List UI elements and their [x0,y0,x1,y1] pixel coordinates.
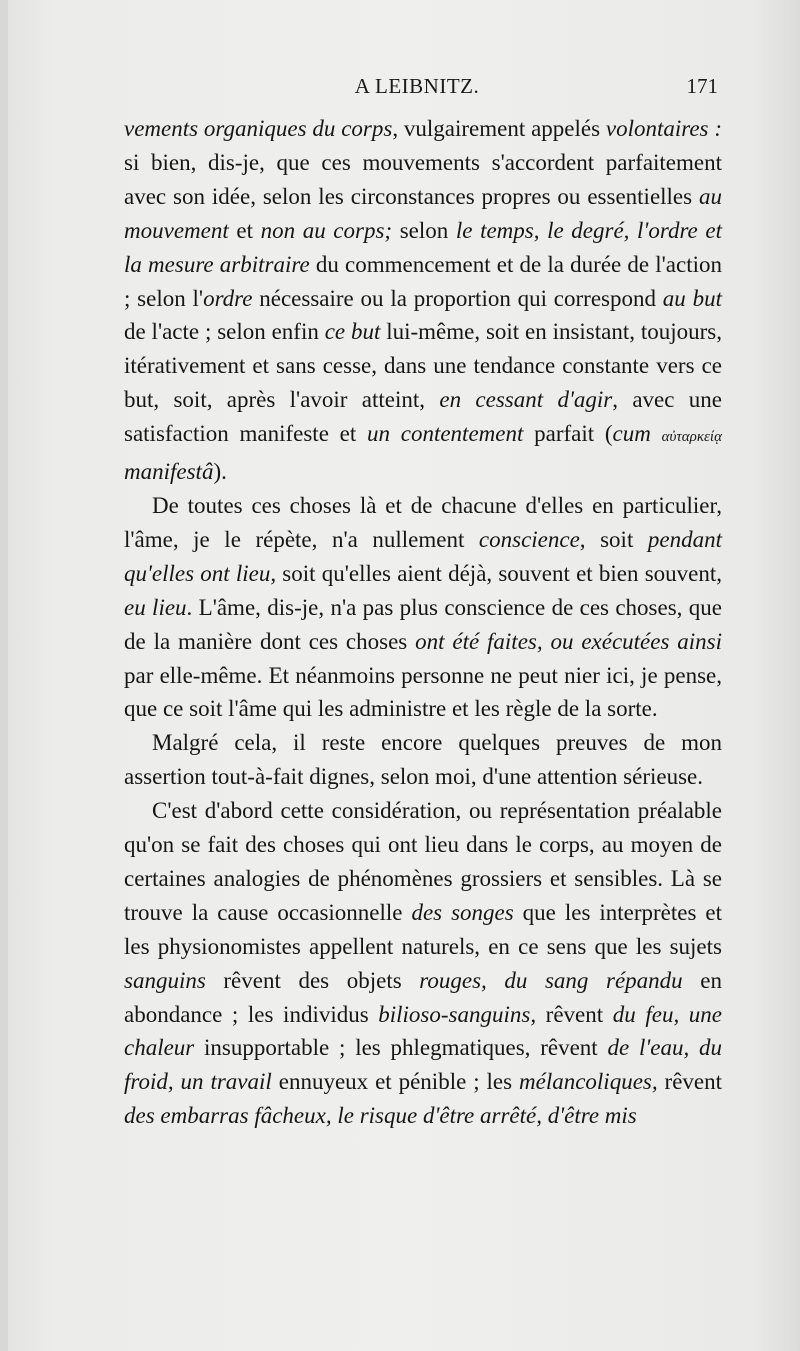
italic-text: bilioso-sanguins, [378,1001,537,1027]
italic-text: du feu, une chaleur [124,1001,722,1061]
italic-text: le temps, le degré, l'ordre et la mesure arbitraire [124,217,722,277]
book-page [8,0,800,1351]
text-run: De toutes ces choses là et de chacune d'elles en particulier, l'âme, je le répète, n'a nullement [124,492,722,552]
italic-text: sanguins [124,967,206,993]
text-run: ennuyeux et pénible ; les [271,1069,519,1095]
text-run: rêvent des objets [205,967,420,993]
italic-text: ce but [324,319,381,345]
italic-text: des embarras fâcheux, le risque d'être arrêté, d'être mis [124,1103,637,1129]
text-run: insupportable ; les phlegmatiques, rêvent [194,1035,608,1061]
italic-text: un contentement [367,421,524,447]
italic-text: des songes [411,899,514,925]
paragraph [124,726,722,794]
page-number: 171 [686,74,718,98]
text-run: C'est d'abord cette considération, ou représentation préalable qu'on se fait des choses qui ont lieu dans le corps, au moyen de certaines analogies de phénomènes grossiers et sensibles. Là se trouve la cause occasionnelle [124,798,722,925]
italic-text: vements organiques du corps [124,116,393,141]
italic-text: manifestâ [124,459,214,485]
greek-word: αὐταρκείᾳ [661,429,722,446]
text-run: et [228,217,261,243]
italic-text: cum [612,421,662,447]
text-run: en abondance ; les individus [124,967,722,1027]
text-run: parfait ( [523,421,613,447]
text-run: , avec une satisfaction manifeste et [124,387,722,447]
text-run: lui-même, soit en insistant, toujours, itérativement et sans cesse, dans une tendance constante vers ce but, soit, après l'avoir atteint, [124,319,722,413]
italic-text: non au corps; [260,217,393,243]
text-run: rêvent [657,1069,722,1095]
paragraph [124,489,722,726]
text-run: . L'âme, dis-je, n'a pas plus conscience de ces choses, que de la manière dont ces choses [124,594,722,654]
italic-text: en cessant d'agir [439,387,613,413]
body-text [124,112,722,1133]
italic-text: volontaires : [605,116,722,141]
text-run: nécessaire ou la proportion qui correspond [252,285,663,311]
text-run: ). [213,459,227,485]
text-run: par elle-même. Et néanmoins personne ne peut nier ici, je pense, que ce soit l'âme qui les administre et les règle de la sorte. [124,662,722,722]
italic-text: au mouvement [124,183,722,243]
running-title: A LEIBNITZ. [354,74,480,98]
italic-text: mélancoliques, [519,1069,658,1095]
text-run: selon [392,217,456,243]
italic-text: ordre [203,285,253,311]
paragraph [124,794,722,1133]
italic-text: de l'eau, du froid, un travail [124,1035,722,1095]
italic-text: pendant qu'elles ont lieu, [124,526,723,586]
running-head [116,74,718,104]
italic-text: ont été faites, ou exécutées ainsi [415,628,722,654]
italic-text: rouges, du sang répandu [419,967,683,993]
italic-text: conscience [478,526,580,552]
text-run: soit qu'elles aient déjà, souvent et bien souvent, [276,560,722,586]
paragraph [124,112,722,489]
text-run: rêvent [536,1001,613,1027]
italic-text: eu lieu [124,594,187,620]
italic-text: au but [662,285,722,311]
text-run: , soit [579,526,648,552]
text-run: du commencement et de la durée de l'action ; selon l' [124,251,722,311]
text-run: Malgré cela, il reste encore quelques preuves de mon assertion tout-à-fait dignes, selon moi, d'une attention sérieuse. [124,730,722,790]
text-run: , vulgairement appelés [392,116,606,141]
text-run: de l'acte ; selon enfin [124,319,325,345]
text-run: si bien, dis-je, que ces mouvements s'accordent parfaitement avec son idée, selon les circonstances propres ou essentielles [124,149,722,209]
text-run: que les interprètes et les physionomistes appellent naturels, en ce sens que les sujets [124,899,722,959]
